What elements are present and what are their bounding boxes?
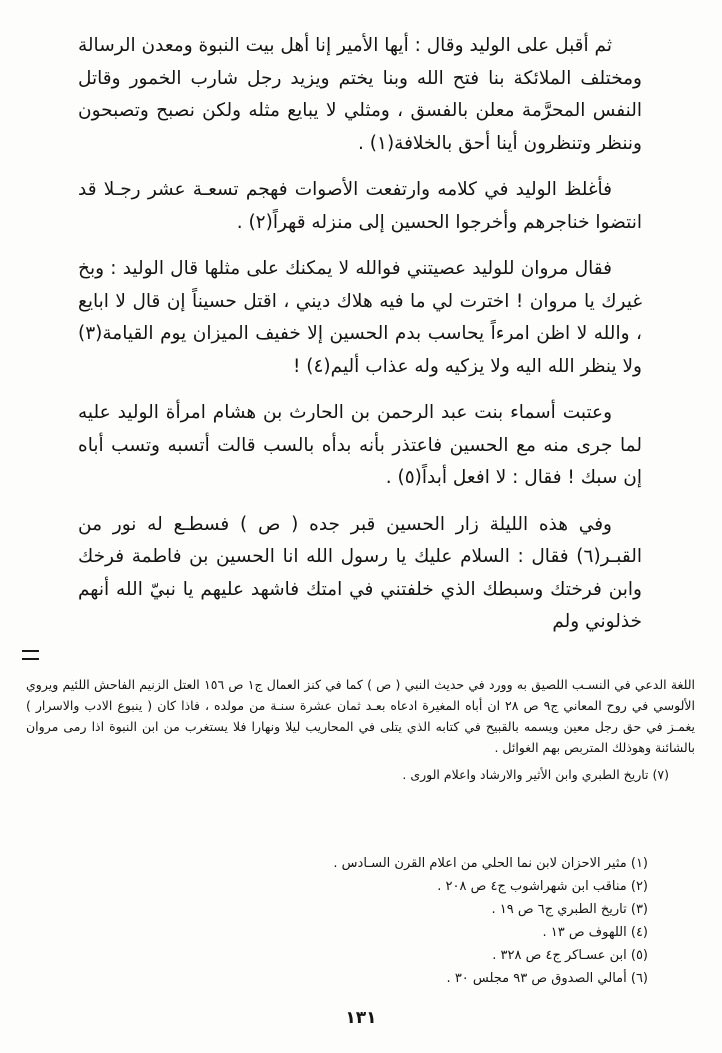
footnote-item: (١) مثير الاحزان لابن نما الحلي من اعلام القرن السـادس . xyxy=(333,856,648,871)
footnotes-list xyxy=(74,852,648,990)
footnote-item: (٥) ابن عسـاكر ج٤ ص ٣٢٨ . xyxy=(492,948,648,963)
footnote-7: (٧) تاريخ الطبري وابن الأثير والارشاد واعلام الورى . xyxy=(402,767,669,782)
main-text-block xyxy=(78,30,642,639)
body-paragraph: وفي هذه الليلة زار الحسين قبر جده ( ص ) فسطـع له نور من القبـر(٦) فقال : السلام عليك يا رسول الله انا الحسين بن فاطمة فرخك وابن فرختك وسبطك الذي خلفتني في امتك فاشهد عليهم يا نبيّ الله أنهم خذلوني ولم xyxy=(78,513,642,632)
footnote-item: (٤) اللهوف ص ١٣ . xyxy=(542,925,648,940)
body-paragraph: فقال مروان للوليد عصيتني فوالله لا يمكنك على مثلها قال الوليد : وبخ غيرك يا مروان ! اخترت لي ما فيه هلاك ديني ، اقتل حسيناً إن قال لا ابايع ، والله لا اظن امرءاً يحاسب بدم الحسين إلا خفيف الميزان يوم القيامة(٣) ولا ينظر الله اليه ولا يزكيه وله عذاب أليم(٤) ! xyxy=(78,258,642,377)
footnote-continuation-text: اللغة الدعي في النسـب اللصيق به وورد في حديث النبي ( ص ) كما في كنز العمال ج١ ص ١٥٦ العتل الزنيم الفاحش اللئيم ويروي الألوسي في روح المعاني ج٩ ص ٢٨ ان أباه المغيرة ادعاه بعـد ثمان عشرة سنـة من مولده ، فاذا كان ( ينبوع الادب والاسرار ) يغمـز في حق رجل معين ويسمه بالقبيح في كتابه الذي يتلى في المحاريب ليلا ونهارا فلا يستغرب من ابن النبوة اذا رمى مروان بالشائنة وهوذلك المتربص بهم الغوائل . xyxy=(26,677,696,755)
footnote-item: (٢) مناقب ابن شهراشوب ج٤ ص ٢٠٨ . xyxy=(437,879,648,894)
page-number: ١٣١ xyxy=(345,1008,377,1028)
footnote-item: (٣) تاريخ الطبري ج٦ ص ١٩ . xyxy=(491,902,648,917)
footnote-continuation-block xyxy=(26,674,695,785)
body-paragraph: وعتبت أسماء بنت عبد الرحمن بن الحارث بن هشام امرأة الوليد عليه لما جرى منه مع الحسين فاعتذر بأنه بدأه بالسب قالت أتسبه وتسب أباه إن سبك ! فقال : لا افعل أبداً(٥) . xyxy=(78,402,642,488)
footnote-item: (٦) أمالي الصدوق ص ٩٣ مجلس ٣٠ . xyxy=(446,971,648,986)
footnote-separator xyxy=(22,650,39,660)
body-paragraph: ثم أقبل على الوليد وقال : أيها الأمير إنا أهل بيت النبوة ومعدن الرسالة ومختلف الملائكة بنا فتح الله وبنا يختم ويزيد رجل شارب الخمور وقاتل النفس المحرَّمة معلن بالفسق ، ومثلي لا يبايع مثله ولكن نصبح وتصبحون وننظر وتنظرون أينا أحق بالخلافة(١) . xyxy=(78,35,642,154)
body-paragraph: فأغلظ الوليد في كلامه وارتفعت الأصوات فهجم تسعـة عشر رجـلا قد انتضوا خناجرهم وأخرجوا الحسين إلى منزله قهراً(٢) . xyxy=(78,179,642,233)
